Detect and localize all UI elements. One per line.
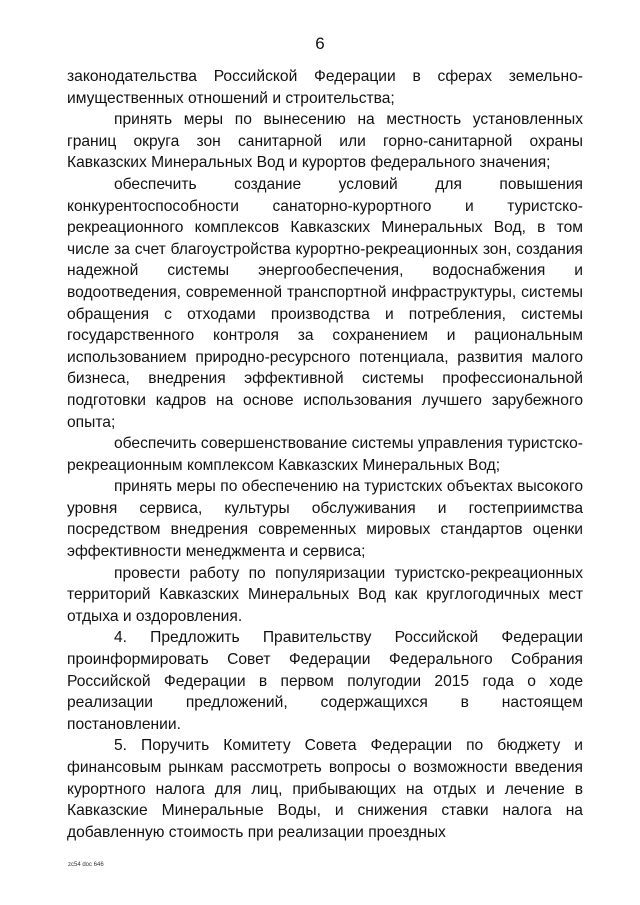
page-number: 6 <box>315 34 325 53</box>
paragraph-item-4: 4. Предложить Правительству Российской Федерации проинформировать Совет Федерации Федерального Собрания Российской Федерации в первом полугодии 2015 года о ходе реализации предложений, содержащихся в настоящем постановлении. <box>67 629 583 733</box>
footer-doc-code: zc54 doc 646 <box>68 862 104 868</box>
paragraph-continuation: законодательства Российской Федерации в сферах земельно-имущественных отношений и строительства; <box>67 68 583 107</box>
document-body <box>67 66 583 843</box>
paragraph-popularization: провести работу по популяризации туристско-рекреационных территорий Кавказских Минеральных Вод как круглогодичных мест отдыха и оздоровления. <box>67 564 583 625</box>
paragraph-management-system: обеспечить совершенствование системы управления туристско-рекреационным комплексом Кавказских Минеральных Вод; <box>67 435 583 474</box>
paragraph-item-5: 5. Поручить Комитету Совета Федерации по бюджету и финансовым рынкам рассмотреть вопросы о возможности введения курортного налога для лиц, прибывающих на отдых и лечение в Кавказские Минеральные Воды, и снижения ставки налога на добавленную стоимость при реализации проездных <box>67 737 583 841</box>
paragraph-competitiveness: обеспечить создание условий для повышения конкурентоспособности санаторно-курортного и туристско-рекреационного комплексов Кавказских Минеральных Вод, в том числе за счет благоустройства курортно-рекреационных зон, создания надежной системы энергообеспечения, водоснабжения и водоотведения, современной транспортной инфраструктуры, системы обращения с отходами производства и потребления, системы государственного контроля за сохранением и рациональным использованием природно-ресурсного потенциала, развития малого бизнеса, внедрения эффективной системы профессиональной подготовки кадров на основе использования лучшего зарубежного опыта; <box>67 175 583 431</box>
paragraph-boundaries: принять меры по вынесению на местность установленных границ округа зон санитарной или горно-санитарной охраны Кавказских Минеральных Вод и курортов федерального значения; <box>67 111 583 172</box>
paragraph-service-level: принять меры по обеспечению на туристских объектах высокого уровня сервиса, культуры обслуживания и гостеприимства посредством внедрения современных мировых стандартов оценки эффективности менеджмента и сервиса; <box>67 478 583 561</box>
